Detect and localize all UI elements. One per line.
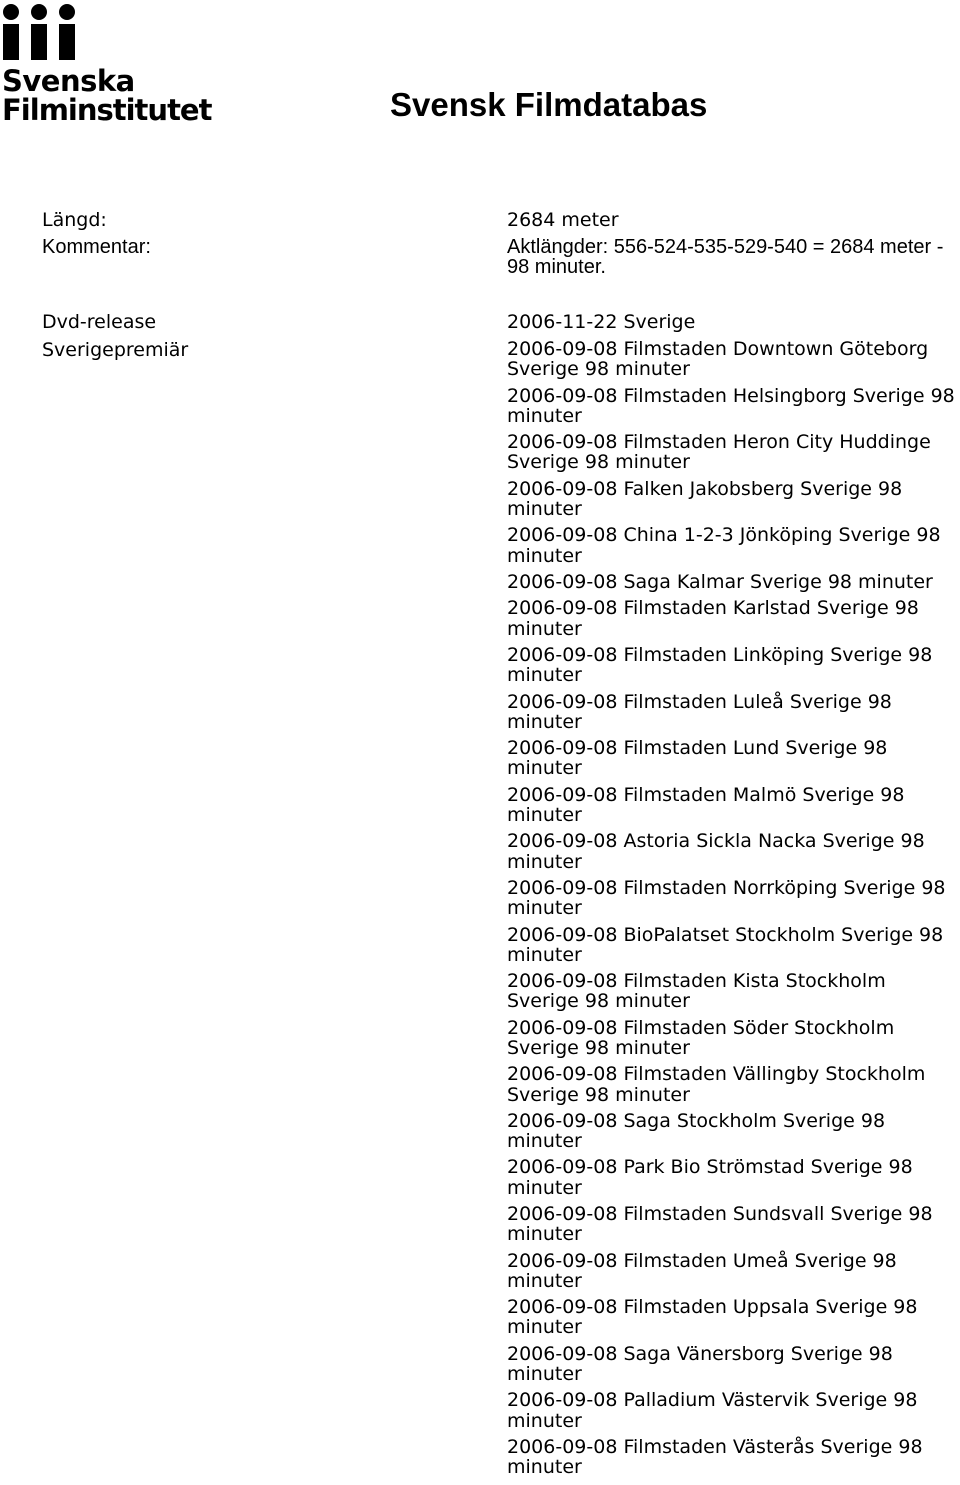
logo-text-line2: Filminstitutet [2,93,212,127]
premiere-item: 2006-09-08 BioPalatset Stockholm Sverige 98 minuter [507,923,944,966]
premiere-item: 2006-09-08 Filmstaden Karlstad Sverige 98 minuter [507,597,919,640]
premiere-item: 2006-09-08 Filmstaden Sundsvall Sverige 98 minuter [507,1203,933,1246]
comment-value: Aktlängder: 556-524-535-529-540 = 2684 meter - 98 minuter. [507,236,944,278]
premiere-item: 2006-09-08 Filmstaden Umeå Sverige 98 minuter [507,1249,897,1292]
svenska-filminstitutet-logo [2,2,212,127]
premiere-item: 2006-09-08 Filmstaden Downtown Göteborg Sverige 98 minuter [507,338,929,381]
logo-text-line1: Svenska [2,64,135,98]
premiere-item: 2006-09-08 Filmstaden Kista Stockholm Sverige 98 minuter [507,970,886,1013]
premiere-label: Sverigepremiär [42,339,189,361]
logo-mark-icon [2,2,82,62]
premiere-item: 2006-09-08 Saga Vänersborg Sverige 98 minuter [507,1342,893,1386]
premiere-item: 2006-09-08 Filmstaden Lund Sverige 98 minuter [507,737,888,780]
premiere-item: 2006-09-08 Filmstaden Vällingby Stockholm Sverige 98 minuter [507,1063,926,1106]
premiere-item: 2006-09-08 Filmstaden Helsingborg Sverige 98 minuter [507,384,955,427]
premiere-item: 2006-09-08 Saga Stockholm Sverige 98 minuter [507,1109,886,1153]
premiere-item: 2006-09-08 China 1-2-3 Jönköping Sverige 98 minuter [507,524,941,567]
dvd-release-label: Dvd-release [42,311,157,333]
premiere-item: 2006-09-08 Filmstaden Malmö Sverige 98 minuter [507,783,905,826]
dvd-release-value: 2006-11-22 Sverige [507,311,696,333]
comment-label: Kommentar: [42,236,151,258]
premiere-item: 2006-09-08 Saga Kalmar Sverige 98 minuter [507,570,933,593]
premiere-item: 2006-09-08 Park Bio Strömstad Sverige 98 minuter [507,1156,913,1199]
length-label: Längd: [42,209,107,231]
premiere-item: 2006-09-08 Filmstaden Linköping Sverige 98 minuter [507,643,933,687]
premiere-item: 2006-09-08 Filmstaden Uppsala Sverige 98 minuter [507,1296,918,1339]
length-value: 2684 meter [507,209,619,231]
premiere-item: 2006-09-08 Palladium Västervik Sverige 98 minuter [507,1389,918,1432]
premiere-item: 2006-09-08 Falken Jakobsberg Sverige 98 minuter [507,477,903,520]
premiere-item: 2006-09-08 Filmstaden Söder Stockholm Sverige 98 minuter [507,1016,895,1059]
premiere-item: 2006-09-08 Filmstaden Heron City Huddinge Sverige 98 minuter [507,431,931,474]
premiere-item: 2006-09-08 Astoria Sickla Nacka Sverige 98 minuter [507,830,925,873]
page-title: Svensk Filmdatabas [390,86,708,123]
premiere-item: 2006-09-08 Filmstaden Luleå Sverige 98 minuter [507,690,892,733]
premiere-list [507,339,960,1484]
premiere-item: 2006-09-08 Filmstaden Norrköping Sverige 98 minuter [507,876,946,920]
premiere-item: 2006-09-08 Filmstaden Västerås Sverige 98 minuter [507,1436,923,1479]
